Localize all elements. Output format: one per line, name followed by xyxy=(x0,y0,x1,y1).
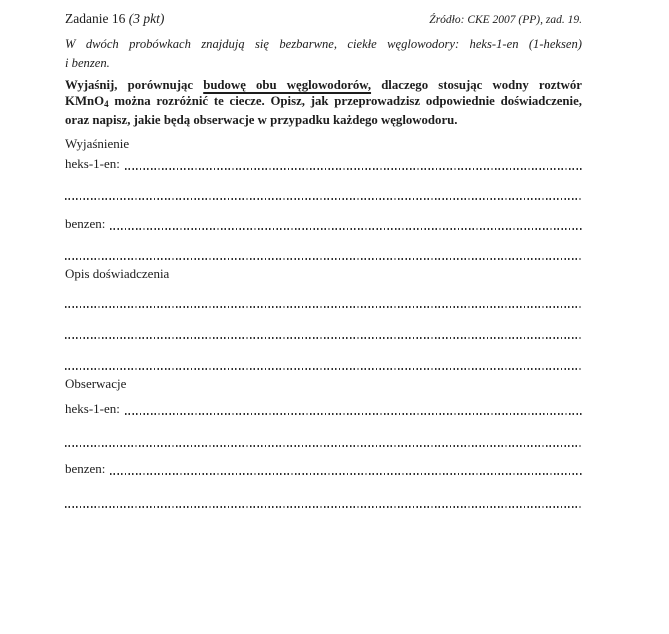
dotted-blank xyxy=(125,168,582,170)
kmno4-formula: KMnO xyxy=(65,94,105,108)
task-line-3: oraz napisz, jakie będą obserwacje w przypadku każdego węglowodoru. xyxy=(65,113,458,127)
explanation-heading: Wyjaśnienie xyxy=(65,136,130,151)
dotted-answer-line xyxy=(65,258,582,260)
dotted-answer-line xyxy=(65,445,582,447)
task-header xyxy=(65,11,164,27)
benzene-label: benzen: xyxy=(65,461,106,476)
hexene-label: heks-1-en: xyxy=(65,401,120,416)
kmno4-subscript: 4 xyxy=(104,99,109,109)
dotted-answer-line xyxy=(65,337,582,339)
task-line-2-rest: można rozróżnić te ciecze. Opisz, jak przeprowadzisz odpowiednie doświadczenie, xyxy=(108,94,582,108)
task-line-2 xyxy=(65,93,582,112)
dotted-answer-line xyxy=(65,368,582,370)
task-line-1-before: Wyjaśnij, porównując xyxy=(65,78,204,92)
answer-line-observations-benzene xyxy=(65,462,582,476)
answer-line-explanation-benzene xyxy=(65,217,582,231)
answer-line-explanation-hexene xyxy=(65,157,582,171)
underlined-phrase: budowę obu węglowodorów, xyxy=(203,78,372,92)
task-points: (3 pkt) xyxy=(128,11,165,26)
dotted-answer-line xyxy=(65,198,582,200)
source-reference: Źródło: CKE 2007 (PP), zad. 19. xyxy=(429,14,582,26)
observations-heading: Obserwacje xyxy=(65,376,127,391)
dotted-blank xyxy=(110,473,582,475)
task-line-1-after: dlaczego stosując wodny roztwór xyxy=(371,78,582,92)
hexene-label: heks-1-en: xyxy=(65,156,120,171)
intro-line-2: i benzen. xyxy=(65,56,110,70)
header-row xyxy=(65,11,582,27)
dotted-answer-line xyxy=(65,506,582,508)
intro-paragraph xyxy=(65,35,582,73)
dotted-blank xyxy=(125,413,582,415)
benzene-label: benzen: xyxy=(65,216,106,231)
answer-line-observations-hexene xyxy=(65,402,582,416)
experiment-heading: Opis doświadczenia xyxy=(65,266,170,281)
task-line-1 xyxy=(65,77,582,93)
dotted-blank xyxy=(110,228,582,230)
dotted-answer-line xyxy=(65,306,582,308)
task-paragraph xyxy=(65,77,582,128)
intro-line-1: W dwóch probówkach znajdują się bezbarwne, ciekłe węglowodory: heks-1-en (1-heksen) xyxy=(65,37,582,51)
task-number: Zadanie 16 xyxy=(65,11,126,26)
